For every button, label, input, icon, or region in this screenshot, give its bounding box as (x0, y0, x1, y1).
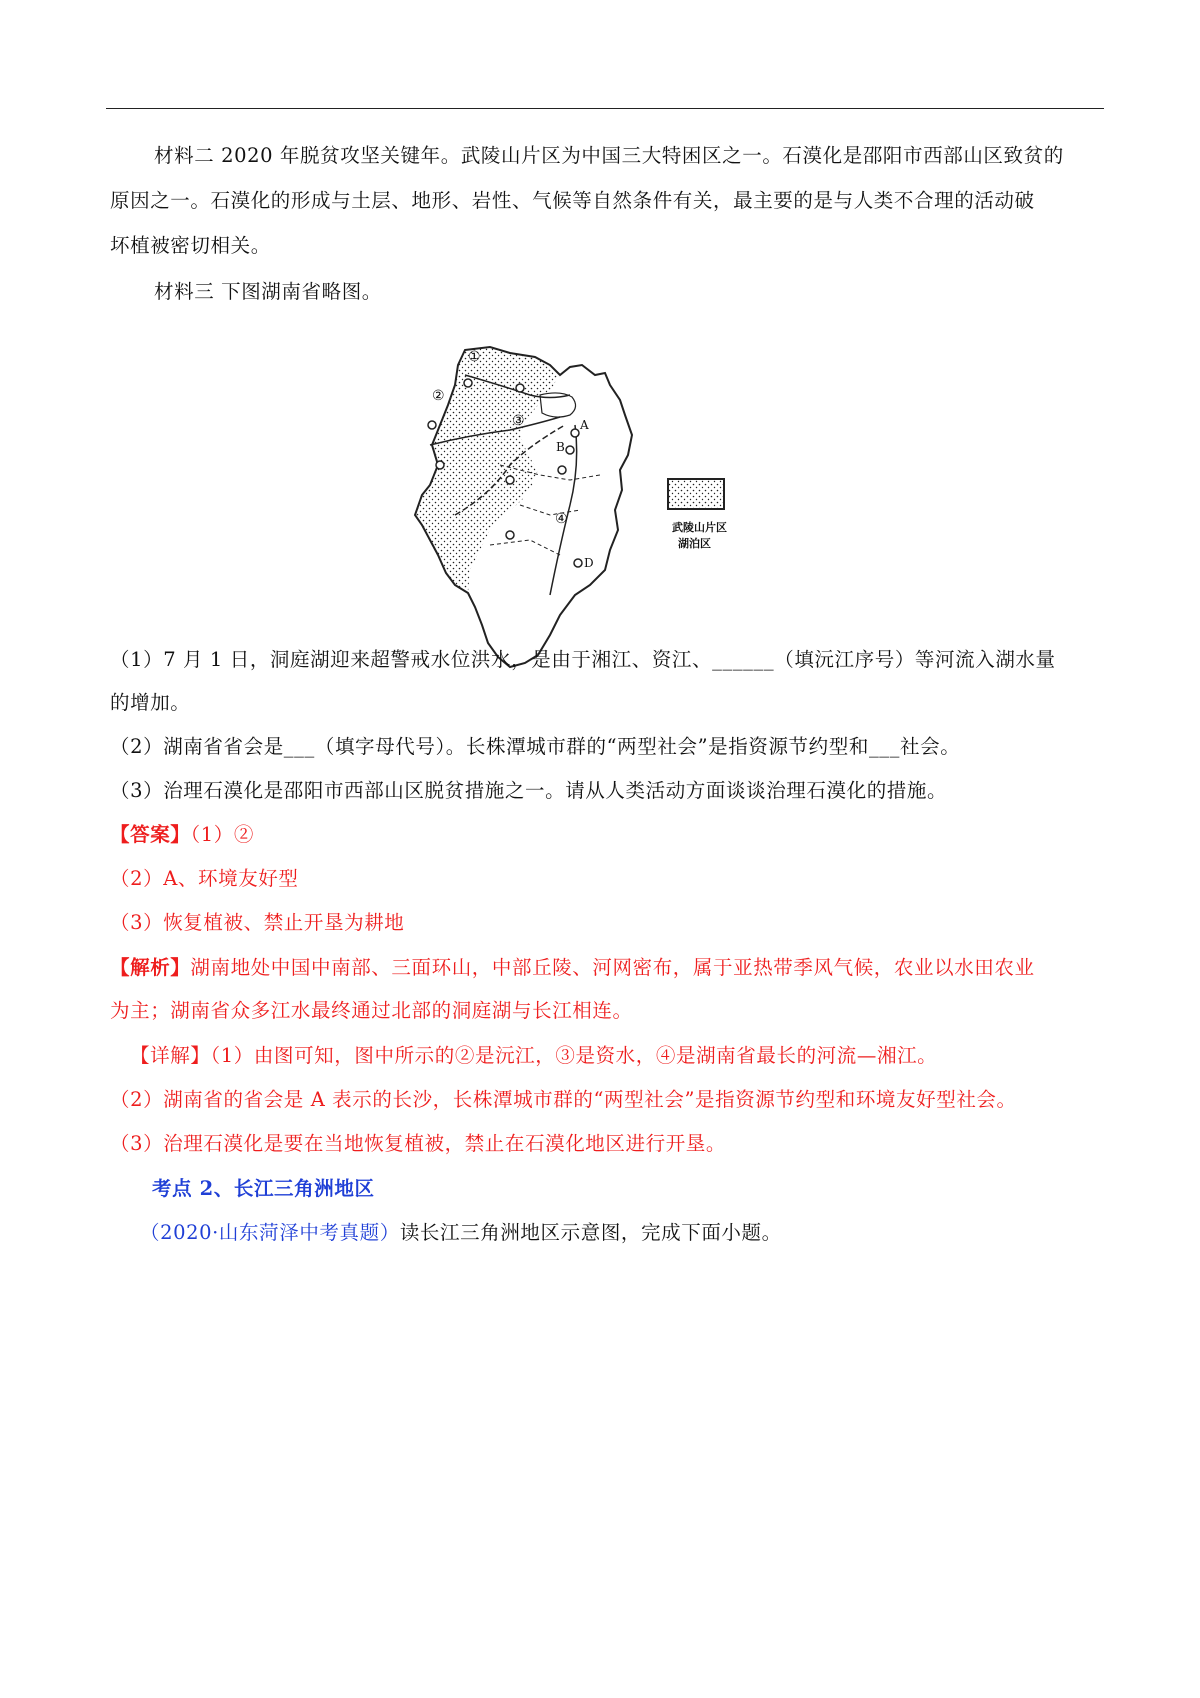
material2-line3: 坏植被密切相关。 (110, 234, 271, 257)
river-label-4: ④ (555, 511, 568, 527)
question-2: （2）湖南省省会是___（填字母代号）。长株潭城市群的“两型社会”是指资源节约型和___社会。 (110, 735, 961, 758)
material2-line2: 原因之一。石漠化的形成与土层、地形、岩性、气候等自然条件有关，最主要的是与人类不合理的活动破 (110, 189, 1035, 212)
river-label-2: ② (432, 388, 445, 404)
analysis-line-2: 为主；湖南省众多江水最终通过北部的洞庭湖与长江相连。 (110, 999, 633, 1022)
detail-2: （2）湖南省的省会是 A 表示的长沙，长株潭城市群的“两型社会”是指资源节约型和环境友好型社会。 (110, 1088, 1017, 1111)
analysis-line-1 (110, 953, 1035, 983)
analysis-text-1: 湖南地处中国中南部、三面环山，中部丘陵、河网密布，属于亚热带季风气候，农业以水田农业 (190, 956, 1035, 979)
answer-line-1 (110, 820, 254, 850)
question-1-line1: （1）7 月 1 日，洞庭湖迎来超警戒水位洪水，是由于湘江、资江、______（填沅江序号）等河流入湖水量 (110, 648, 1056, 671)
answer-1: （1）② (190, 823, 254, 846)
point-label-d: D (584, 556, 594, 570)
material3-line: 材料三 下图湖南省略图。 (154, 280, 382, 303)
material2-line1: 材料二 2020 年脱贫攻坚关键年。武陵山片区为中国三大特困区之一。石漠化是邵阳市西部山区致贫的 (154, 144, 1064, 167)
legend-label-wuling: 武陵山片区 (672, 521, 727, 534)
hunan-map (410, 345, 810, 680)
section-2-prompt: 读长江三角洲地区示意图，完成下面小题。 (399, 1221, 782, 1244)
answer-3: （3）恢复植被、禁止开垦为耕地 (110, 911, 405, 934)
analysis-label: 【解析】 (110, 956, 191, 979)
detail-3: （3）治理石漠化是要在当地恢复植被，禁止在石漠化地区进行开垦。 (110, 1132, 727, 1155)
question-3: （3）治理石漠化是邵阳市西部山区脱贫措施之一。请从人类活动方面谈谈治理石漠化的措施。 (110, 779, 948, 802)
detail-line-1 (130, 1041, 937, 1071)
legend-swatch (668, 479, 724, 509)
section-2-heading: 考点 2、长江三角洲地区 (152, 1177, 375, 1200)
answer-2: （2）A、环境友好型 (110, 867, 299, 890)
source-citation[interactable]: （2020·山东菏泽中考真题） (140, 1221, 400, 1244)
detail-label: 【详解】 (130, 1044, 211, 1067)
river-label-3: ③ (512, 413, 525, 429)
answer-label: 【答案】 (110, 823, 191, 846)
header-rule (106, 108, 1104, 109)
detail-text-1: （1）由图可知，图中所示的②是沅江，③是资水，④是湖南省最长的河流—湘江。 (210, 1044, 938, 1067)
river-label-1: ① (468, 349, 481, 365)
point-label-a: A (580, 418, 589, 432)
point-label-b: B (556, 440, 565, 454)
legend-label-lake: 湖泊区 (678, 537, 711, 550)
question-1-line2: 的增加。 (110, 691, 191, 714)
section-2-prompt-line (140, 1218, 782, 1248)
